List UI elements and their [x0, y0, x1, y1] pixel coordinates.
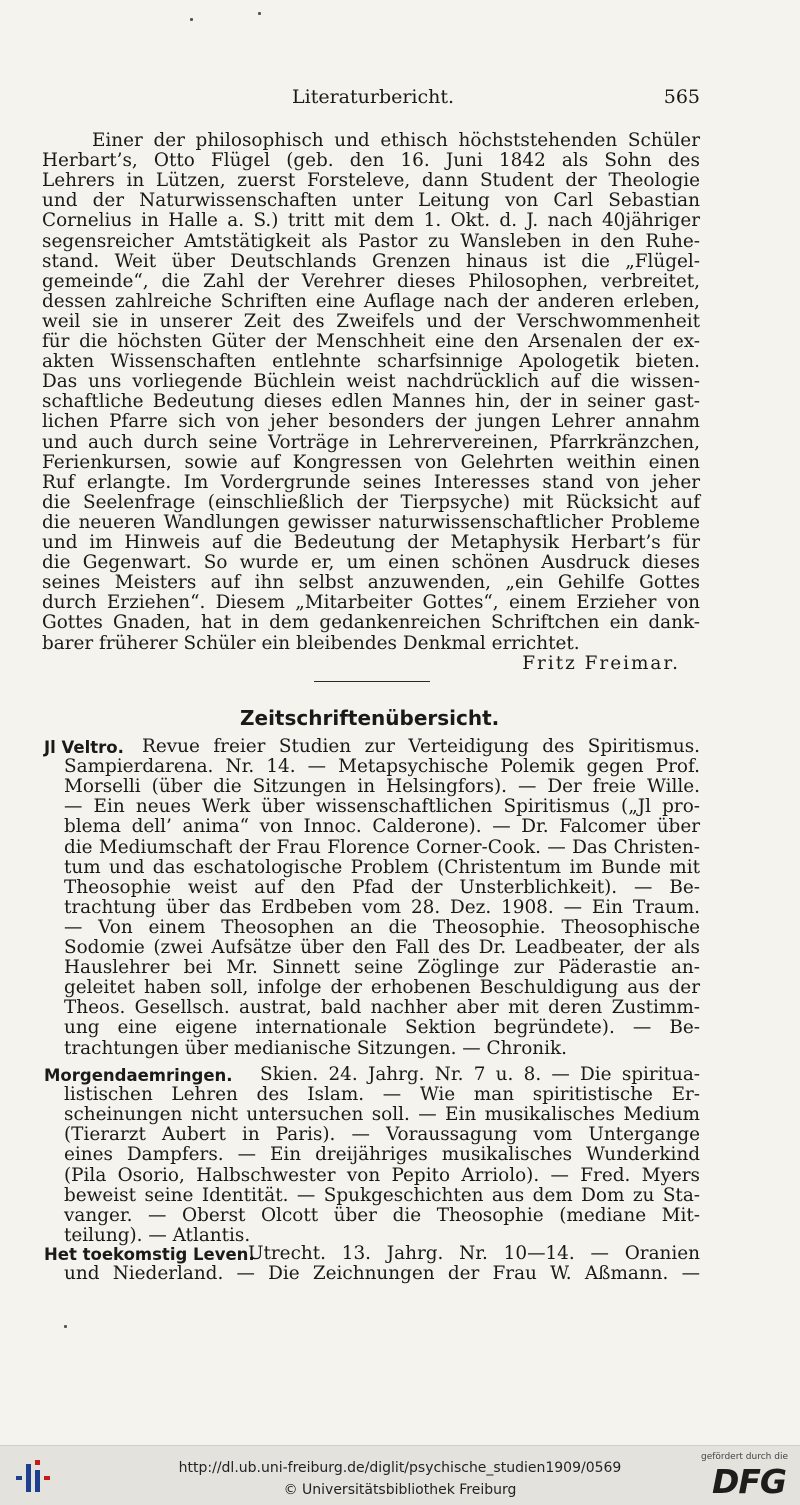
entry-line: teilung). — Atlantis. [64, 1225, 251, 1246]
review-line: lichen Pfarre sich von jeher besonders der jungen Lehrer annahm [42, 411, 700, 432]
entry-line: trachtung über das Erdbeben vom 28. Dez. 1908. — Ein Traum. [64, 897, 700, 918]
dfg-logo: DFG [711, 1462, 786, 1501]
entry-line: Theosophie weist auf den Pfad der Unsterblichkeit). — Be- [64, 877, 700, 898]
page-number: 565 [663, 86, 700, 108]
entry-line: — Ein neues Werk über wissenschaftlichen Spiritismus („Jl pro- [64, 796, 700, 817]
section-heading: Zeitschriftenübersicht. [240, 706, 500, 730]
journal-name: Morgendaemringen. [44, 1066, 233, 1085]
entry-line: trachtungen über medianische Sitzungen. — Chronik. [64, 1038, 568, 1059]
review-line: und der Naturwissenschaften unter Leitung von Carl Sebastian [42, 190, 700, 211]
entry-line: die Mediumschaft der Frau Florence Corner-Cook. — Das Christen- [64, 837, 700, 858]
separator-rule [314, 681, 430, 682]
entry-line: ung eine eigene internationale Sektion begründete). — Be- [64, 1017, 700, 1038]
review-line: barer früherer Schüler ein bleibendes Denkmal errichtet. [42, 633, 580, 654]
entry-line: listischen Lehren des Islam. — Wie man spiritistische Er- [64, 1084, 700, 1105]
review-line: Lehrers in Lützen, zuerst Forsteleve, dann Student der Theologie [42, 170, 700, 191]
entry-line: Sodomie (zwei Aufsätze über den Fall des Dr. Leadbeater, der als [64, 937, 700, 958]
entry-line: Hauslehrer bei Mr. Sinnett seine Zöglinge zur Päderastie an- [64, 957, 700, 978]
review-signature: Fritz Freimar. [522, 653, 680, 674]
entry-line: Morselli (über die Sitzungen in Helsingfors). — Der freie Wille. [64, 776, 700, 797]
entry-line: Theos. Gesellsch. austrat, bald nachher aber mit deren Zustimm- [64, 997, 700, 1018]
review-line: für die höchsten Güter der Menschheit eine den Arsenalen der ex- [42, 331, 700, 352]
review-line: Einer der philosophisch und ethisch höchststehenden Schüler [92, 130, 700, 151]
running-title: Literaturbericht. [292, 86, 455, 108]
entry-line: eines Dampfers. — Ein dreijähriges musikalisches Wunderkind [64, 1144, 700, 1165]
entry-line: vanger. — Oberst Olcott über die Theosophie (mediane Mit- [64, 1205, 700, 1226]
review-line: akten Wissenschaften entlehnte scharfsinnige Apologetik bieten. [42, 351, 700, 372]
review-line: die neueren Wandlungen gewisser naturwissenschaftlicher Probleme [42, 512, 700, 533]
entry-line: (Pila Osorio, Halbschwester von Pepito Arriolo). — Fred. Myers [64, 1165, 700, 1186]
entry-line: Skien. 24. Jahrg. Nr. 7 u. 8. — Die spiritua- [260, 1064, 700, 1085]
review-line: stand. Weit über Deutschlands Grenzen hinaus ist die „Flügel- [42, 251, 700, 272]
review-line: Gottes Gnaden, hat in dem gedankenreichen Schriftchen ein dank- [42, 612, 700, 633]
review-line: seines Meisters auf ihn selbst anzuwenden, „ein Gehilfe Gottes [42, 572, 700, 593]
review-line: Herbart’s, Otto Flügel (geb. den 16. Juni 1842 als Sohn des [42, 150, 700, 171]
entry-line: scheinungen nicht untersuchen soll. — Ein musikalisches Medium [64, 1104, 700, 1125]
entry-line: tum und das eschatologische Problem (Christentum im Bunde mit [64, 857, 700, 878]
review-line: die Gegenwart. So wurde er, um einen schönen Ausdruck dieses [42, 552, 700, 573]
review-line: segensreicher Amtstätigkeit als Pastor zu Wansleben in den Ruhe- [42, 231, 700, 252]
entry-line: Revue freier Studien zur Verteidigung des Spiritismus. [142, 736, 700, 757]
review-line: gemeinde“, die Zahl der Verehrer dieses Philosophen, verbreitet, [42, 271, 700, 292]
review-line: dessen zahlreiche Schriften eine Auflage nach der anderen erleben, [42, 291, 700, 312]
library-logo-icon [14, 1456, 54, 1496]
entry-line: (Tierarzt Aubert in Paris). — Voraussagung vom Untergange [64, 1124, 700, 1145]
footer-bar [0, 1445, 800, 1505]
funding-note: gefördert durch die [701, 1452, 788, 1462]
entry-line: — Von einem Theosophen an die Theosophie. Theosophische [64, 917, 700, 938]
entry-line: und Niederland. — Die Zeichnungen der Frau W. Aßmann. — [64, 1263, 700, 1284]
review-line: Cornelius in Halle a. S.) tritt mit dem 1. Okt. d. J. nach 40jähriger [42, 210, 700, 231]
review-line: Das uns vorliegende Büchlein weist nachdrücklich auf die wissen- [42, 371, 700, 392]
footer-url-link[interactable]: http://dl.ub.uni-freiburg.de/diglit/psychische_studien1909/0569 [178, 1460, 622, 1476]
entry-line: Utrecht. 13. Jahrg. Nr. 10—14. — Oranien [248, 1243, 700, 1264]
review-line: Ruf erlangte. Im Vordergrunde seines Interesses stand von jeher [42, 472, 700, 493]
review-line: und auch durch seine Vorträge in Lehrervereinen, Pfarrkränzchen, [42, 432, 700, 453]
entry-line: geleitet haben soll, infolge der erhobenen Beschuldigung aus der [64, 977, 700, 998]
entry-line: blema dell’ anima“ von Innoc. Calderone). — Dr. Falcomer über [64, 816, 700, 837]
review-line: schaftliche Bedeutung dieses edlen Mannes hin, der in seiner gast- [42, 391, 700, 412]
review-line: Ferienkursen, sowie auf Kongressen von Gelehrten weithin einen [42, 452, 700, 473]
entry-line: beweist seine Identität. — Spukgeschichten aus dem Dom zu Sta- [64, 1185, 700, 1206]
review-line: weil sie in unserer Zeit des Zweifels und der Verschwommenheit [42, 311, 700, 332]
journal-name: Jl Veltro. [44, 738, 124, 757]
review-line: und im Hinweis auf die Bedeutung der Metaphysik Herbart’s für [42, 532, 700, 553]
review-line: die Seelenfrage (einschließlich der Tierpsyche) mit Rücksicht auf [42, 492, 700, 513]
entry-line: Sampierdarena. Nr. 14. — Metapsychische Polemik gegen Prof. [64, 756, 700, 777]
footer-copyright: © Universitätsbibliothek Freiburg [283, 1482, 517, 1498]
review-line: durch Erziehen“. Diesem „Mitarbeiter Gottes“, einem Erzieher von [42, 592, 700, 613]
journal-name: Het toekomstig Leven. [44, 1245, 255, 1264]
